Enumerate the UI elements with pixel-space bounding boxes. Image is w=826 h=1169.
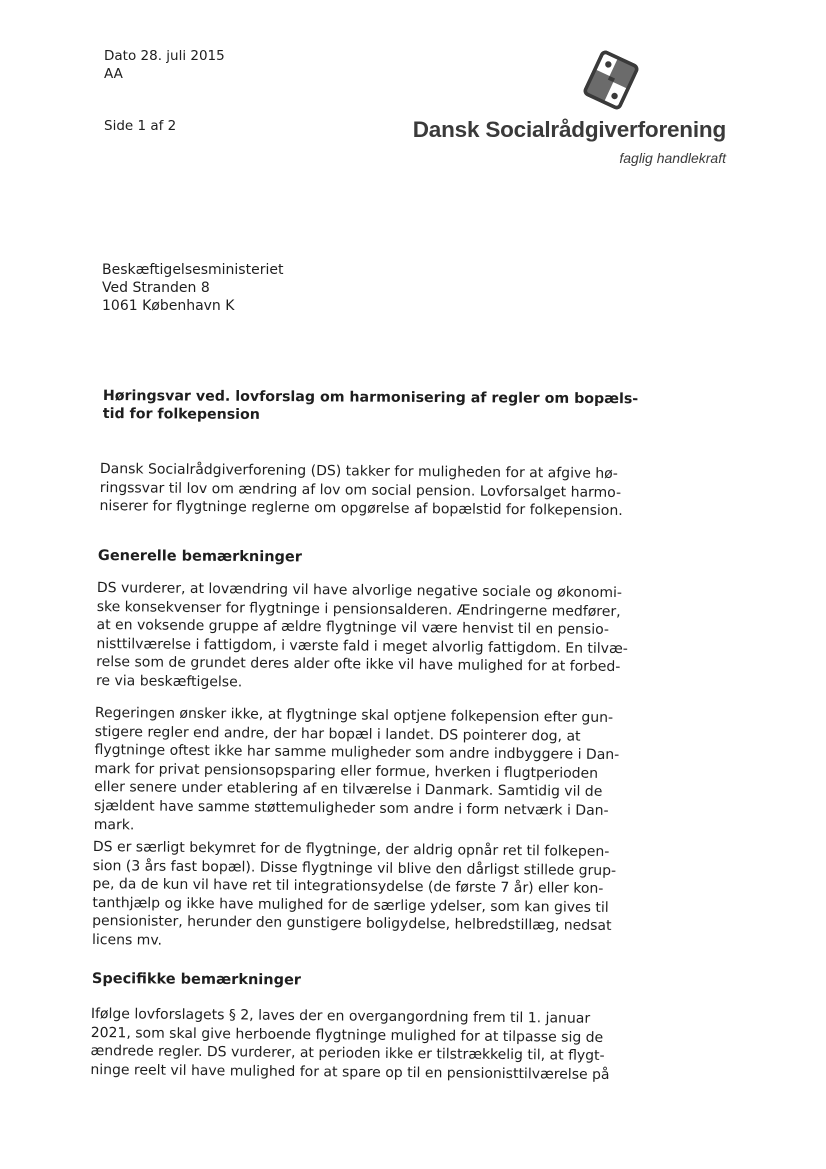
text-line: Dansk Socialrådgiverforening (DS) takker for muligheden for at afgive hø- — [99, 460, 618, 482]
text-line: stigere regler end andre, der har bopæl i landet. DS pointerer dog, at — [94, 723, 581, 745]
text-line: re via beskæftigelse. — [95, 672, 243, 691]
letter-title — [103, 387, 643, 426]
section-heading: Generelle bemærkninger — [97, 548, 302, 566]
text-line: ninge reelt vil have mulighed for at spare op til en pensionisttilværelse på — [90, 1061, 610, 1083]
paragraph — [90, 1005, 610, 1084]
text-line: Regeringen ønsker ikke, at flygtninge skal optjene folkepension efter gun- — [94, 704, 614, 726]
text-line: relse som de grundet deres alder ofte ikke vil have mulighed for at forbed- — [96, 654, 621, 676]
paragraph — [92, 838, 616, 955]
text-line: ændrede regler. DS vurderer, at perioden ikke er tilstrækkelig til, at flygt- — [90, 1043, 605, 1065]
letter-date: Dato 28. juli 2015 — [104, 48, 225, 64]
text-line: DS er særligt bekymret for de flygtninge, der aldrig opnår ret til folkepen- — [92, 838, 610, 860]
text-line: ske konsekvenser for flygtninge i pensionsalderen. Ændringerne medfører, — [96, 598, 621, 620]
text-line: sion (3 års fast bopæl). Disse flygtninge vil blive den dårligst stillede grup- — [92, 857, 617, 879]
paragraph — [96, 579, 628, 696]
text-line: 2021, som skal give herboende flygtninge mulighed for at tilpasse sig de — [90, 1024, 604, 1046]
text-line: nisttilværelse i fattigdom, i værste fald i meget alvorlig fattigdom. En tilvæ- — [96, 635, 628, 657]
text-line: DS vurderer, at lovændring vil have alvorlige negative sociale og økonomi- — [96, 579, 623, 602]
address-line: 1061 København K — [102, 298, 235, 314]
org-tagline: faglig handlekraft — [619, 150, 726, 166]
text-line: at en voksende gruppe af ældre flygtninge vil være henvist til en pensio- — [96, 617, 610, 639]
text-line: flygtninge oftest ikke har samme muligheder som andre indbyggere i Dan- — [94, 742, 620, 764]
address-line: Beskæftigelsesministeriet — [102, 262, 284, 278]
recipient-address — [102, 261, 283, 315]
ds-logo-icon — [578, 47, 644, 113]
title-line: tid for folkepension — [102, 405, 260, 423]
text-line: mark. — [93, 816, 135, 833]
text-line: pe, da de kun vil have ret til integrationsydelse (de første 7 år) eller kon- — [92, 876, 604, 898]
text-line: niserer for flygtninge reglerne om opgørelse af bopælstid for folkepension. — [99, 498, 623, 520]
text-line: ringssvar til lov om ændring af lov om social pension. Lovforsalget harmo- — [99, 479, 622, 501]
text-line: pensionister, herunder den gunstigere boligydelse, helbredstillæg, nedsat — [92, 913, 612, 935]
address-line: Ved Stranden 8 — [102, 280, 210, 296]
letter-initials: AA — [104, 66, 123, 82]
title-line: Høringsvar ved. lovforslag om harmonisering af regler om bopæls- — [102, 387, 639, 408]
text-line: Ifølge lovforslagets § 2, laves der en overgangordning frem til 1. januar — [90, 1005, 591, 1027]
section-heading: Specifikke bemærkninger — [91, 971, 302, 989]
text-line: sjældent have samme støttemuligheder som andre i form netværk i Dan- — [93, 797, 609, 819]
org-name: Dansk Socialrådgiverforening — [412, 117, 726, 142]
text-line: tanthjælp og ikke have mulighed for de særlige ydelser, som kan gives til — [92, 894, 609, 916]
page-number: Side 1 af 2 — [104, 118, 177, 134]
intro-paragraph — [99, 460, 623, 521]
letter-meta — [104, 47, 225, 83]
text-line: eller senere under etablering af en tilværelse i Danmark. Samtidig vil de — [94, 779, 603, 801]
text-line: mark for privat pensionsopsparing eller formue, hverken i flugtperioden — [94, 760, 599, 782]
paragraph — [94, 704, 620, 839]
text-line: licens mv. — [91, 931, 163, 949]
